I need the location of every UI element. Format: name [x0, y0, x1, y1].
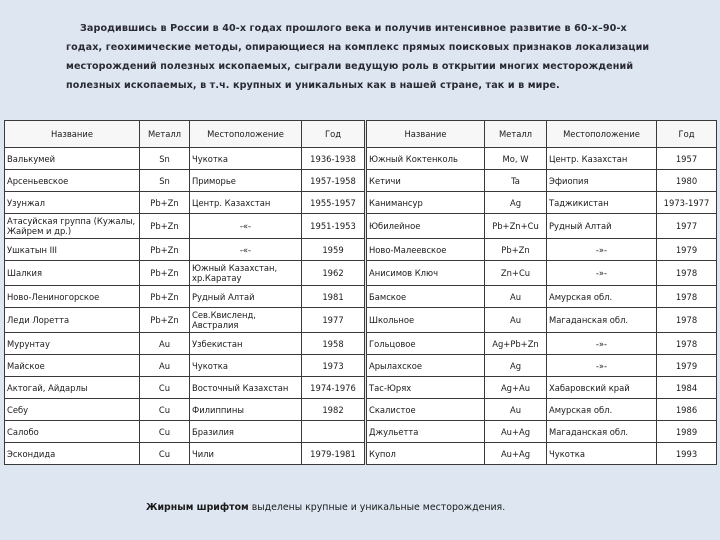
cell-year: 1958 [302, 333, 365, 355]
cell-location: Магаданская обл. [547, 308, 657, 333]
col-header-year: Год [302, 121, 365, 148]
table-row [5, 261, 365, 286]
cell-year: 1936-1938 [302, 148, 365, 170]
cell-year: 1979-1981 [302, 443, 365, 465]
table-row [5, 333, 365, 355]
cell-name: Атасуйская группа (Кужалы, Жайрем и др.) [5, 214, 140, 239]
cell-name: Кетичи [367, 170, 485, 192]
cell-name: Майское [5, 355, 140, 377]
col-header-name: Название [5, 121, 140, 148]
intro-line-2: годах, геохимические методы, опирающиеся на комплекс прямых поисковых признаков локализации [66, 42, 650, 53]
cell-location: Чили [190, 443, 302, 465]
cell-location: Филиппины [190, 399, 302, 421]
cell-year: 1962 [302, 261, 365, 286]
table-row [367, 399, 717, 421]
cell-location: -«- [190, 239, 302, 261]
col-header-year: Год [657, 121, 717, 148]
cell-metal: Au+Ag [485, 443, 547, 465]
cell-location: Чукотка [190, 355, 302, 377]
footnote-bold: Жирным шрифтом [146, 502, 249, 513]
cell-location: Восточный Казахстан [190, 377, 302, 399]
cell-name: Канимансур [367, 192, 485, 214]
cell-name: Леди Лоретта [5, 308, 140, 333]
cell-location: Амурская обл. [547, 286, 657, 308]
cell-metal: Pb+Zn [140, 286, 190, 308]
cell-year: 1973-1977 [657, 192, 717, 214]
cell-metal: Mo, W [485, 148, 547, 170]
cell-name: Юбилейное [367, 214, 485, 239]
intro-paragraph [66, 19, 656, 95]
cell-name: Школьное [367, 308, 485, 333]
cell-location: Хабаровский край [547, 377, 657, 399]
cell-metal: Au+Ag [485, 421, 547, 443]
cell-location: Магаданская обл. [547, 421, 657, 443]
table-row [5, 377, 365, 399]
cell-location: Эфиопия [547, 170, 657, 192]
cell-name: Купол [367, 443, 485, 465]
cell-year: 1957 [657, 148, 717, 170]
cell-name: Скалистое [367, 399, 485, 421]
table-row [5, 308, 365, 333]
cell-metal: Ag+Pb+Zn [485, 333, 547, 355]
cell-location: Сев.Квисленд, Австралия [190, 308, 302, 333]
cell-name: Валькумей [5, 148, 140, 170]
cell-metal: Sn [140, 170, 190, 192]
intro-line-1: Зародившись в России в 40-х годах прошлого века и получив интенсивное развитие в 60-х–90-х [80, 23, 627, 34]
cell-year: 1989 [657, 421, 717, 443]
cell-name: Шалкия [5, 261, 140, 286]
cell-metal: Cu [140, 421, 190, 443]
cell-year: 1957-1958 [302, 170, 365, 192]
deposits-table-left [4, 120, 365, 465]
cell-location: Узбекистан [190, 333, 302, 355]
cell-location: -»- [547, 355, 657, 377]
table-row [5, 148, 365, 170]
cell-metal: Pb+Zn [140, 214, 190, 239]
cell-year: 1979 [657, 355, 717, 377]
cell-name: Себу [5, 399, 140, 421]
table-row [5, 192, 365, 214]
cell-metal: Pb+Zn [140, 261, 190, 286]
cell-metal: Ag [485, 355, 547, 377]
cell-year: 1978 [657, 308, 717, 333]
intro-line-4: полезных ископаемых, в т.ч. крупных и уникальных как в нашей стране, так и в мире. [66, 80, 560, 91]
col-header-location: Местоположение [547, 121, 657, 148]
cell-metal: Cu [140, 377, 190, 399]
cell-year [302, 421, 365, 443]
cell-location: Амурская обл. [547, 399, 657, 421]
cell-name: Тас-Юрях [367, 377, 485, 399]
table-header-row [5, 121, 365, 148]
cell-metal: Ta [485, 170, 547, 192]
cell-year: 1984 [657, 377, 717, 399]
cell-metal: Ag [485, 192, 547, 214]
table-row [367, 308, 717, 333]
table-row [367, 443, 717, 465]
col-header-metal: Металл [485, 121, 547, 148]
cell-year: 1986 [657, 399, 717, 421]
cell-location: -»- [547, 239, 657, 261]
cell-name: Эскондида [5, 443, 140, 465]
cell-name: Салобо [5, 421, 140, 443]
cell-metal: Pb+Zn [485, 239, 547, 261]
cell-location: Рудный Алтай [547, 214, 657, 239]
cell-location: Таджикистан [547, 192, 657, 214]
cell-year: 1979 [657, 239, 717, 261]
cell-name: Ново-Лениногорское [5, 286, 140, 308]
table-row [367, 355, 717, 377]
cell-name: Южный Коктенколь [367, 148, 485, 170]
cell-metal: Pb+Zn [140, 239, 190, 261]
cell-metal: Sn [140, 148, 190, 170]
cell-metal: Zn+Cu [485, 261, 547, 286]
cell-year: 1977 [657, 214, 717, 239]
col-header-metal: Металл [140, 121, 190, 148]
table-row [5, 214, 365, 239]
table-row [367, 333, 717, 355]
cell-year: 1978 [657, 261, 717, 286]
cell-year: 1980 [657, 170, 717, 192]
cell-metal: Cu [140, 399, 190, 421]
cell-location: -«- [190, 214, 302, 239]
table-row [5, 286, 365, 308]
cell-name: Гольцовое [367, 333, 485, 355]
cell-location: Чукотка [547, 443, 657, 465]
cell-location: Центр. Казахстан [190, 192, 302, 214]
cell-name: Арылахское [367, 355, 485, 377]
table-row [5, 421, 365, 443]
cell-metal: Au [140, 333, 190, 355]
cell-year: 1973 [302, 355, 365, 377]
cell-location: Рудный Алтай [190, 286, 302, 308]
cell-metal: Au [485, 399, 547, 421]
table-row [5, 239, 365, 261]
cell-year: 1993 [657, 443, 717, 465]
cell-name: Узунжал [5, 192, 140, 214]
footnote [146, 502, 505, 513]
table-row [5, 170, 365, 192]
cell-name: Анисимов Ключ [367, 261, 485, 286]
cell-name: Ушкатын III [5, 239, 140, 261]
cell-location: Центр. Казахстан [547, 148, 657, 170]
cell-name: Джульетта [367, 421, 485, 443]
footnote-text: выделены крупные и уникальные месторождения. [248, 502, 506, 513]
table-row [367, 170, 717, 192]
cell-metal: Au [485, 308, 547, 333]
cell-year: 1978 [657, 333, 717, 355]
table-row [5, 443, 365, 465]
table-row [367, 192, 717, 214]
cell-location: Приморье [190, 170, 302, 192]
cell-location: -»- [547, 333, 657, 355]
table-row [367, 214, 717, 239]
table-row [367, 148, 717, 170]
cell-year: 1977 [302, 308, 365, 333]
table-row [5, 399, 365, 421]
table-row [367, 261, 717, 286]
cell-metal: Ag+Au [485, 377, 547, 399]
cell-year: 1982 [302, 399, 365, 421]
cell-year: 1974-1976 [302, 377, 365, 399]
cell-name: Актогай, Айдарлы [5, 377, 140, 399]
cell-location: Чукотка [190, 148, 302, 170]
cell-name: Бамское [367, 286, 485, 308]
cell-year: 1981 [302, 286, 365, 308]
col-header-location: Местоположение [190, 121, 302, 148]
cell-metal: Au [485, 286, 547, 308]
table-row [367, 377, 717, 399]
cell-year: 1951-1953 [302, 214, 365, 239]
table-header-row [367, 121, 717, 148]
deposits-table-right [366, 120, 717, 465]
cell-name: Мурунтау [5, 333, 140, 355]
cell-year: 1978 [657, 286, 717, 308]
table-row [367, 286, 717, 308]
cell-metal: Au [140, 355, 190, 377]
cell-location: Южный Казахстан, хр.Каратау [190, 261, 302, 286]
deposits-tables [0, 120, 720, 488]
cell-name: Ново-Малеевское [367, 239, 485, 261]
cell-metal: Pb+Zn [140, 308, 190, 333]
table-row [367, 239, 717, 261]
cell-metal: Pb+Zn [140, 192, 190, 214]
cell-name: Арсеньевское [5, 170, 140, 192]
cell-location: -»- [547, 261, 657, 286]
cell-year: 1955-1957 [302, 192, 365, 214]
cell-location: Бразилия [190, 421, 302, 443]
col-header-name: Название [367, 121, 485, 148]
table-row [5, 355, 365, 377]
cell-year: 1959 [302, 239, 365, 261]
cell-metal: Pb+Zn+Cu [485, 214, 547, 239]
intro-line-3: месторождений полезных ископаемых, сыграли ведущую роль в открытии многих месторождений [66, 61, 634, 72]
cell-metal: Cu [140, 443, 190, 465]
table-row [367, 421, 717, 443]
